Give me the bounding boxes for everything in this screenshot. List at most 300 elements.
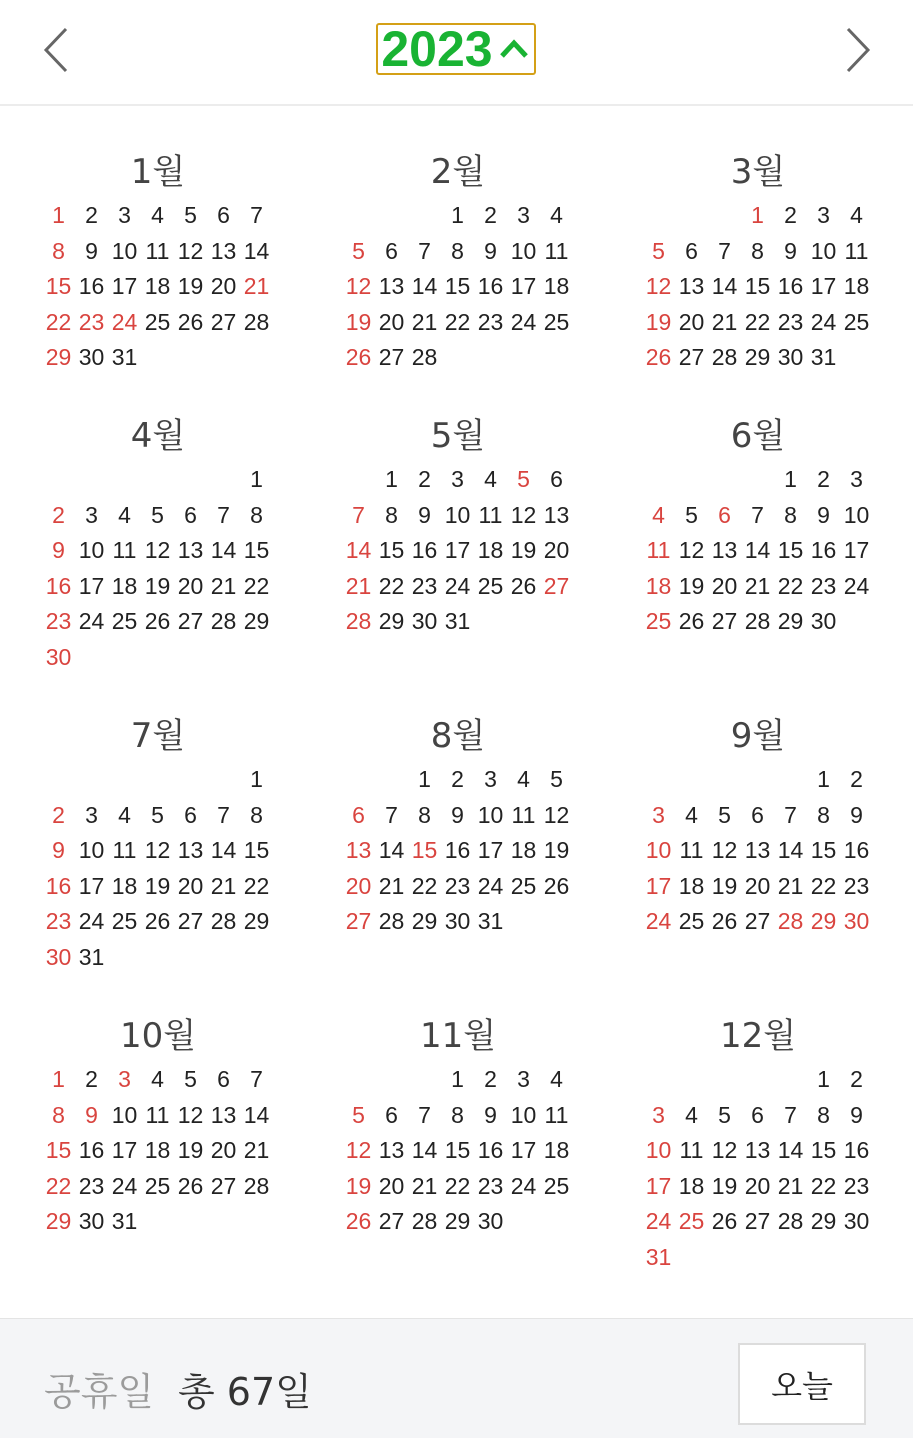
day-cell[interactable]: 14: [777, 1137, 804, 1164]
day-cell[interactable]: 22: [810, 872, 837, 899]
day-cell[interactable]: 6: [751, 801, 764, 828]
day-cell[interactable]: 12: [543, 801, 570, 828]
day-cell[interactable]: 19: [345, 1172, 372, 1199]
day-cell[interactable]: 25: [645, 608, 672, 635]
day-cell[interactable]: 15: [444, 1137, 471, 1164]
day-cell[interactable]: 31: [645, 1243, 672, 1270]
day-cell[interactable]: 3: [484, 766, 497, 793]
day-cell[interactable]: 23: [45, 608, 72, 635]
day-cell[interactable]: 14: [777, 837, 804, 864]
day-cell[interactable]: 1: [418, 766, 431, 793]
day-cell[interactable]: 7: [250, 202, 263, 229]
day-cell[interactable]: 13: [744, 1137, 771, 1164]
day-cell[interactable]: 18: [477, 537, 504, 564]
day-cell[interactable]: 16: [78, 273, 105, 300]
year-selector[interactable]: [376, 23, 536, 75]
day-cell[interactable]: 5: [517, 466, 530, 493]
day-cell[interactable]: 26: [144, 908, 171, 935]
today-button[interactable]: 오늘: [738, 1343, 866, 1425]
day-cell[interactable]: 27: [177, 608, 204, 635]
day-cell[interactable]: 7: [385, 801, 398, 828]
day-cell[interactable]: 25: [111, 908, 138, 935]
day-cell[interactable]: 4: [850, 202, 863, 229]
day-cell[interactable]: 2: [484, 202, 497, 229]
day-cell[interactable]: 7: [418, 237, 431, 264]
day-cell[interactable]: 21: [243, 273, 270, 300]
day-cell[interactable]: 4: [484, 466, 497, 493]
day-cell[interactable]: 22: [444, 1172, 471, 1199]
day-cell[interactable]: 20: [210, 1137, 237, 1164]
day-cell[interactable]: 28: [243, 308, 270, 335]
day-cell[interactable]: 24: [477, 872, 504, 899]
day-cell[interactable]: 9: [85, 1101, 98, 1128]
day-cell[interactable]: 20: [210, 273, 237, 300]
day-cell[interactable]: 17: [78, 572, 105, 599]
day-cell[interactable]: 19: [711, 872, 738, 899]
day-cell[interactable]: 28: [777, 908, 804, 935]
day-cell[interactable]: 15: [411, 837, 438, 864]
day-cell[interactable]: 3: [652, 1101, 665, 1128]
day-cell[interactable]: 8: [817, 1101, 830, 1128]
day-cell[interactable]: 7: [250, 1066, 263, 1093]
day-cell[interactable]: 21: [411, 1172, 438, 1199]
day-cell[interactable]: 23: [45, 908, 72, 935]
day-cell[interactable]: 13: [378, 273, 405, 300]
day-cell[interactable]: 15: [243, 837, 270, 864]
day-cell[interactable]: 5: [652, 237, 665, 264]
day-cell[interactable]: 14: [243, 1101, 270, 1128]
day-cell[interactable]: 30: [843, 908, 870, 935]
day-cell[interactable]: 23: [444, 872, 471, 899]
day-cell[interactable]: 6: [385, 1101, 398, 1128]
day-cell[interactable]: 5: [550, 766, 563, 793]
day-cell[interactable]: 28: [345, 608, 372, 635]
day-cell[interactable]: 18: [144, 1137, 171, 1164]
day-cell[interactable]: 19: [177, 273, 204, 300]
day-cell[interactable]: 31: [477, 908, 504, 935]
day-cell[interactable]: 21: [744, 572, 771, 599]
day-cell[interactable]: 22: [243, 572, 270, 599]
day-cell[interactable]: 28: [411, 1208, 438, 1235]
day-cell[interactable]: 4: [652, 501, 665, 528]
day-cell[interactable]: 1: [52, 1066, 65, 1093]
day-cell[interactable]: 17: [510, 273, 537, 300]
day-cell[interactable]: 6: [217, 202, 230, 229]
day-cell[interactable]: 7: [784, 1101, 797, 1128]
day-cell[interactable]: 29: [45, 1208, 72, 1235]
day-cell[interactable]: 13: [543, 501, 570, 528]
day-cell[interactable]: 5: [184, 1066, 197, 1093]
day-cell[interactable]: 9: [418, 501, 431, 528]
day-cell[interactable]: 13: [678, 273, 705, 300]
day-cell[interactable]: 29: [45, 344, 72, 371]
day-cell[interactable]: 25: [678, 1208, 705, 1235]
day-cell[interactable]: 15: [444, 273, 471, 300]
day-cell[interactable]: 22: [243, 872, 270, 899]
day-cell[interactable]: 30: [45, 943, 72, 970]
day-cell[interactable]: 7: [352, 501, 365, 528]
day-cell[interactable]: 13: [378, 1137, 405, 1164]
day-cell[interactable]: 10: [810, 237, 837, 264]
day-cell[interactable]: 9: [52, 837, 65, 864]
day-cell[interactable]: 4: [517, 766, 530, 793]
day-cell[interactable]: 12: [177, 1101, 204, 1128]
day-cell[interactable]: 16: [843, 837, 870, 864]
day-cell[interactable]: 27: [678, 344, 705, 371]
day-cell[interactable]: 8: [250, 501, 263, 528]
day-cell[interactable]: 8: [52, 237, 65, 264]
day-cell[interactable]: 17: [111, 273, 138, 300]
day-cell[interactable]: 29: [378, 608, 405, 635]
day-cell[interactable]: 11: [112, 837, 137, 864]
day-cell[interactable]: 12: [510, 501, 537, 528]
day-cell[interactable]: 26: [510, 572, 537, 599]
day-cell[interactable]: 14: [411, 1137, 438, 1164]
day-cell[interactable]: 4: [685, 1101, 698, 1128]
day-cell[interactable]: 20: [378, 1172, 405, 1199]
day-cell[interactable]: 25: [510, 872, 537, 899]
day-cell[interactable]: 16: [477, 273, 504, 300]
day-cell[interactable]: 29: [810, 908, 837, 935]
day-cell[interactable]: 26: [711, 908, 738, 935]
day-cell[interactable]: 27: [345, 908, 372, 935]
day-cell[interactable]: 17: [477, 837, 504, 864]
day-cell[interactable]: 9: [484, 237, 497, 264]
day-cell[interactable]: 31: [78, 943, 105, 970]
day-cell[interactable]: 20: [345, 872, 372, 899]
prev-year-button[interactable]: [30, 22, 86, 78]
day-cell[interactable]: 10: [510, 237, 537, 264]
day-cell[interactable]: 2: [451, 766, 464, 793]
day-cell[interactable]: 26: [645, 344, 672, 371]
day-cell[interactable]: 16: [411, 537, 438, 564]
day-cell[interactable]: 22: [777, 572, 804, 599]
day-cell[interactable]: 23: [843, 1172, 870, 1199]
day-cell[interactable]: 13: [711, 537, 738, 564]
day-cell[interactable]: 20: [744, 872, 771, 899]
day-cell[interactable]: 30: [810, 608, 837, 635]
day-cell[interactable]: 3: [85, 501, 98, 528]
day-cell[interactable]: 23: [477, 308, 504, 335]
day-cell[interactable]: 11: [478, 501, 503, 528]
day-cell[interactable]: 29: [243, 908, 270, 935]
day-cell[interactable]: 30: [777, 344, 804, 371]
day-cell[interactable]: 31: [111, 344, 138, 371]
day-cell[interactable]: 26: [543, 872, 570, 899]
day-cell[interactable]: 29: [777, 608, 804, 635]
day-cell[interactable]: 5: [352, 237, 365, 264]
day-cell[interactable]: 15: [810, 1137, 837, 1164]
day-cell[interactable]: 25: [543, 308, 570, 335]
day-cell[interactable]: 1: [751, 202, 764, 229]
day-cell[interactable]: 14: [210, 537, 237, 564]
day-cell[interactable]: 12: [678, 537, 705, 564]
day-cell[interactable]: 15: [810, 837, 837, 864]
day-cell[interactable]: 11: [544, 237, 569, 264]
day-cell[interactable]: 26: [144, 608, 171, 635]
day-cell[interactable]: 12: [144, 537, 171, 564]
day-cell[interactable]: 8: [385, 501, 398, 528]
day-cell[interactable]: 18: [843, 273, 870, 300]
day-cell[interactable]: 3: [517, 1066, 530, 1093]
day-cell[interactable]: 4: [685, 801, 698, 828]
day-cell[interactable]: 27: [378, 344, 405, 371]
day-cell[interactable]: 18: [678, 1172, 705, 1199]
day-cell[interactable]: 3: [451, 466, 464, 493]
day-cell[interactable]: 17: [78, 872, 105, 899]
day-cell[interactable]: 29: [243, 608, 270, 635]
day-cell[interactable]: 6: [352, 801, 365, 828]
day-cell[interactable]: 21: [411, 308, 438, 335]
day-cell[interactable]: 17: [111, 1137, 138, 1164]
day-cell[interactable]: 5: [718, 801, 731, 828]
day-cell[interactable]: 3: [85, 801, 98, 828]
day-cell[interactable]: 2: [85, 1066, 98, 1093]
day-cell[interactable]: 8: [52, 1101, 65, 1128]
day-cell[interactable]: 20: [711, 572, 738, 599]
day-cell[interactable]: 25: [144, 308, 171, 335]
day-cell[interactable]: 27: [210, 1172, 237, 1199]
day-cell[interactable]: 14: [345, 537, 372, 564]
day-cell[interactable]: 9: [850, 801, 863, 828]
day-cell[interactable]: 5: [184, 202, 197, 229]
day-cell[interactable]: 9: [451, 801, 464, 828]
day-cell[interactable]: 25: [144, 1172, 171, 1199]
day-cell[interactable]: 1: [451, 1066, 464, 1093]
day-cell[interactable]: 27: [744, 908, 771, 935]
day-cell[interactable]: 13: [177, 537, 204, 564]
day-cell[interactable]: 19: [144, 572, 171, 599]
day-cell[interactable]: 24: [444, 572, 471, 599]
day-cell[interactable]: 30: [78, 1208, 105, 1235]
day-cell[interactable]: 30: [843, 1208, 870, 1235]
day-cell[interactable]: 19: [144, 872, 171, 899]
day-cell[interactable]: 26: [345, 344, 372, 371]
day-cell[interactable]: 19: [678, 572, 705, 599]
day-cell[interactable]: 24: [111, 1172, 138, 1199]
day-cell[interactable]: 17: [810, 273, 837, 300]
day-cell[interactable]: 30: [45, 643, 72, 670]
day-cell[interactable]: 16: [810, 537, 837, 564]
day-cell[interactable]: 9: [784, 237, 797, 264]
day-cell[interactable]: 4: [118, 801, 131, 828]
day-cell[interactable]: 28: [210, 608, 237, 635]
day-cell[interactable]: 15: [45, 1137, 72, 1164]
day-cell[interactable]: 1: [817, 766, 830, 793]
day-cell[interactable]: 8: [418, 801, 431, 828]
day-cell[interactable]: 28: [777, 1208, 804, 1235]
day-cell[interactable]: 21: [711, 308, 738, 335]
day-cell[interactable]: 11: [511, 801, 536, 828]
day-cell[interactable]: 5: [718, 1101, 731, 1128]
day-cell[interactable]: 6: [184, 501, 197, 528]
day-cell[interactable]: 27: [543, 572, 570, 599]
day-cell[interactable]: 15: [243, 537, 270, 564]
day-cell[interactable]: 28: [210, 908, 237, 935]
day-cell[interactable]: 13: [210, 1101, 237, 1128]
day-cell[interactable]: 14: [711, 273, 738, 300]
day-cell[interactable]: 10: [645, 1137, 672, 1164]
day-cell[interactable]: 8: [451, 237, 464, 264]
day-cell[interactable]: 20: [543, 537, 570, 564]
day-cell[interactable]: 26: [177, 308, 204, 335]
day-cell[interactable]: 19: [711, 1172, 738, 1199]
day-cell[interactable]: 21: [210, 572, 237, 599]
day-cell[interactable]: 1: [451, 202, 464, 229]
day-cell[interactable]: 10: [111, 237, 138, 264]
day-cell[interactable]: 2: [484, 1066, 497, 1093]
day-cell[interactable]: 11: [646, 537, 671, 564]
day-cell[interactable]: 22: [444, 308, 471, 335]
day-cell[interactable]: 16: [843, 1137, 870, 1164]
day-cell[interactable]: 2: [850, 1066, 863, 1093]
day-cell[interactable]: 14: [744, 537, 771, 564]
day-cell[interactable]: 3: [517, 202, 530, 229]
day-cell[interactable]: 29: [411, 908, 438, 935]
day-cell[interactable]: 27: [177, 908, 204, 935]
day-cell[interactable]: 1: [250, 466, 263, 493]
day-cell[interactable]: 6: [184, 801, 197, 828]
day-cell[interactable]: 13: [744, 837, 771, 864]
day-cell[interactable]: 3: [817, 202, 830, 229]
day-cell[interactable]: 19: [345, 308, 372, 335]
day-cell[interactable]: 16: [777, 273, 804, 300]
day-cell[interactable]: 20: [744, 1172, 771, 1199]
day-cell[interactable]: 16: [477, 1137, 504, 1164]
day-cell[interactable]: 18: [543, 273, 570, 300]
day-cell[interactable]: 2: [52, 501, 65, 528]
day-cell[interactable]: 18: [645, 572, 672, 599]
day-cell[interactable]: 22: [810, 1172, 837, 1199]
day-cell[interactable]: 4: [550, 1066, 563, 1093]
day-cell[interactable]: 14: [411, 273, 438, 300]
day-cell[interactable]: 3: [652, 801, 665, 828]
day-cell[interactable]: 19: [177, 1137, 204, 1164]
day-cell[interactable]: 19: [543, 837, 570, 864]
day-cell[interactable]: 20: [177, 872, 204, 899]
day-cell[interactable]: 20: [177, 572, 204, 599]
day-cell[interactable]: 23: [810, 572, 837, 599]
day-cell[interactable]: 21: [777, 1172, 804, 1199]
day-cell[interactable]: 8: [817, 801, 830, 828]
day-cell[interactable]: 5: [151, 501, 164, 528]
day-cell[interactable]: 23: [78, 308, 105, 335]
day-cell[interactable]: 6: [751, 1101, 764, 1128]
day-cell[interactable]: 17: [510, 1137, 537, 1164]
day-cell[interactable]: 25: [843, 308, 870, 335]
day-cell[interactable]: 11: [679, 1137, 704, 1164]
day-cell[interactable]: 8: [784, 501, 797, 528]
day-cell[interactable]: 14: [210, 837, 237, 864]
day-cell[interactable]: 10: [78, 837, 105, 864]
day-cell[interactable]: 28: [378, 908, 405, 935]
day-cell[interactable]: 30: [78, 344, 105, 371]
day-cell[interactable]: 11: [844, 237, 869, 264]
day-cell[interactable]: 20: [378, 308, 405, 335]
day-cell[interactable]: 15: [777, 537, 804, 564]
day-cell[interactable]: 21: [345, 572, 372, 599]
day-cell[interactable]: 27: [378, 1208, 405, 1235]
day-cell[interactable]: 14: [243, 237, 270, 264]
day-cell[interactable]: 1: [52, 202, 65, 229]
day-cell[interactable]: 17: [843, 537, 870, 564]
day-cell[interactable]: 21: [777, 872, 804, 899]
day-cell[interactable]: 25: [543, 1172, 570, 1199]
day-cell[interactable]: 8: [451, 1101, 464, 1128]
day-cell[interactable]: 10: [645, 837, 672, 864]
day-cell[interactable]: 20: [678, 308, 705, 335]
day-cell[interactable]: 19: [510, 537, 537, 564]
day-cell[interactable]: 12: [345, 1137, 372, 1164]
day-cell[interactable]: 2: [784, 202, 797, 229]
day-cell[interactable]: 1: [784, 466, 797, 493]
day-cell[interactable]: 2: [418, 466, 431, 493]
day-cell[interactable]: 29: [744, 344, 771, 371]
day-cell[interactable]: 18: [543, 1137, 570, 1164]
day-cell[interactable]: 26: [711, 1208, 738, 1235]
day-cell[interactable]: 6: [550, 466, 563, 493]
day-cell[interactable]: 16: [78, 1137, 105, 1164]
day-cell[interactable]: 18: [144, 273, 171, 300]
day-cell[interactable]: 15: [378, 537, 405, 564]
day-cell[interactable]: 4: [118, 501, 131, 528]
day-cell[interactable]: 31: [444, 608, 471, 635]
day-cell[interactable]: 13: [345, 837, 372, 864]
day-cell[interactable]: 2: [850, 766, 863, 793]
day-cell[interactable]: 31: [111, 1208, 138, 1235]
day-cell[interactable]: 23: [78, 1172, 105, 1199]
day-cell[interactable]: 18: [111, 872, 138, 899]
day-cell[interactable]: 17: [444, 537, 471, 564]
day-cell[interactable]: 26: [345, 1208, 372, 1235]
day-cell[interactable]: 24: [843, 572, 870, 599]
day-cell[interactable]: 11: [679, 837, 704, 864]
day-cell[interactable]: 29: [810, 1208, 837, 1235]
day-cell[interactable]: 30: [477, 1208, 504, 1235]
day-cell[interactable]: 27: [711, 608, 738, 635]
day-cell[interactable]: 17: [645, 1172, 672, 1199]
day-cell[interactable]: 8: [751, 237, 764, 264]
day-cell[interactable]: 16: [45, 872, 72, 899]
day-cell[interactable]: 7: [217, 801, 230, 828]
day-cell[interactable]: 10: [510, 1101, 537, 1128]
day-cell[interactable]: 28: [243, 1172, 270, 1199]
day-cell[interactable]: 4: [550, 202, 563, 229]
day-cell[interactable]: 28: [744, 608, 771, 635]
day-cell[interactable]: 24: [78, 908, 105, 935]
day-cell[interactable]: 7: [718, 237, 731, 264]
next-year-button[interactable]: [828, 22, 884, 78]
day-cell[interactable]: 12: [177, 237, 204, 264]
day-cell[interactable]: 1: [250, 766, 263, 793]
day-cell[interactable]: 28: [411, 344, 438, 371]
day-cell[interactable]: 12: [711, 1137, 738, 1164]
day-cell[interactable]: 22: [411, 872, 438, 899]
day-cell[interactable]: 7: [751, 501, 764, 528]
day-cell[interactable]: 22: [45, 1172, 72, 1199]
day-cell[interactable]: 7: [784, 801, 797, 828]
day-cell[interactable]: 10: [843, 501, 870, 528]
day-cell[interactable]: 1: [385, 466, 398, 493]
day-cell[interactable]: 24: [810, 308, 837, 335]
day-cell[interactable]: 23: [843, 872, 870, 899]
day-cell[interactable]: 24: [645, 1208, 672, 1235]
day-cell[interactable]: 13: [210, 237, 237, 264]
day-cell[interactable]: 2: [52, 801, 65, 828]
day-cell[interactable]: 27: [744, 1208, 771, 1235]
day-cell[interactable]: 5: [685, 501, 698, 528]
day-cell[interactable]: 12: [144, 837, 171, 864]
